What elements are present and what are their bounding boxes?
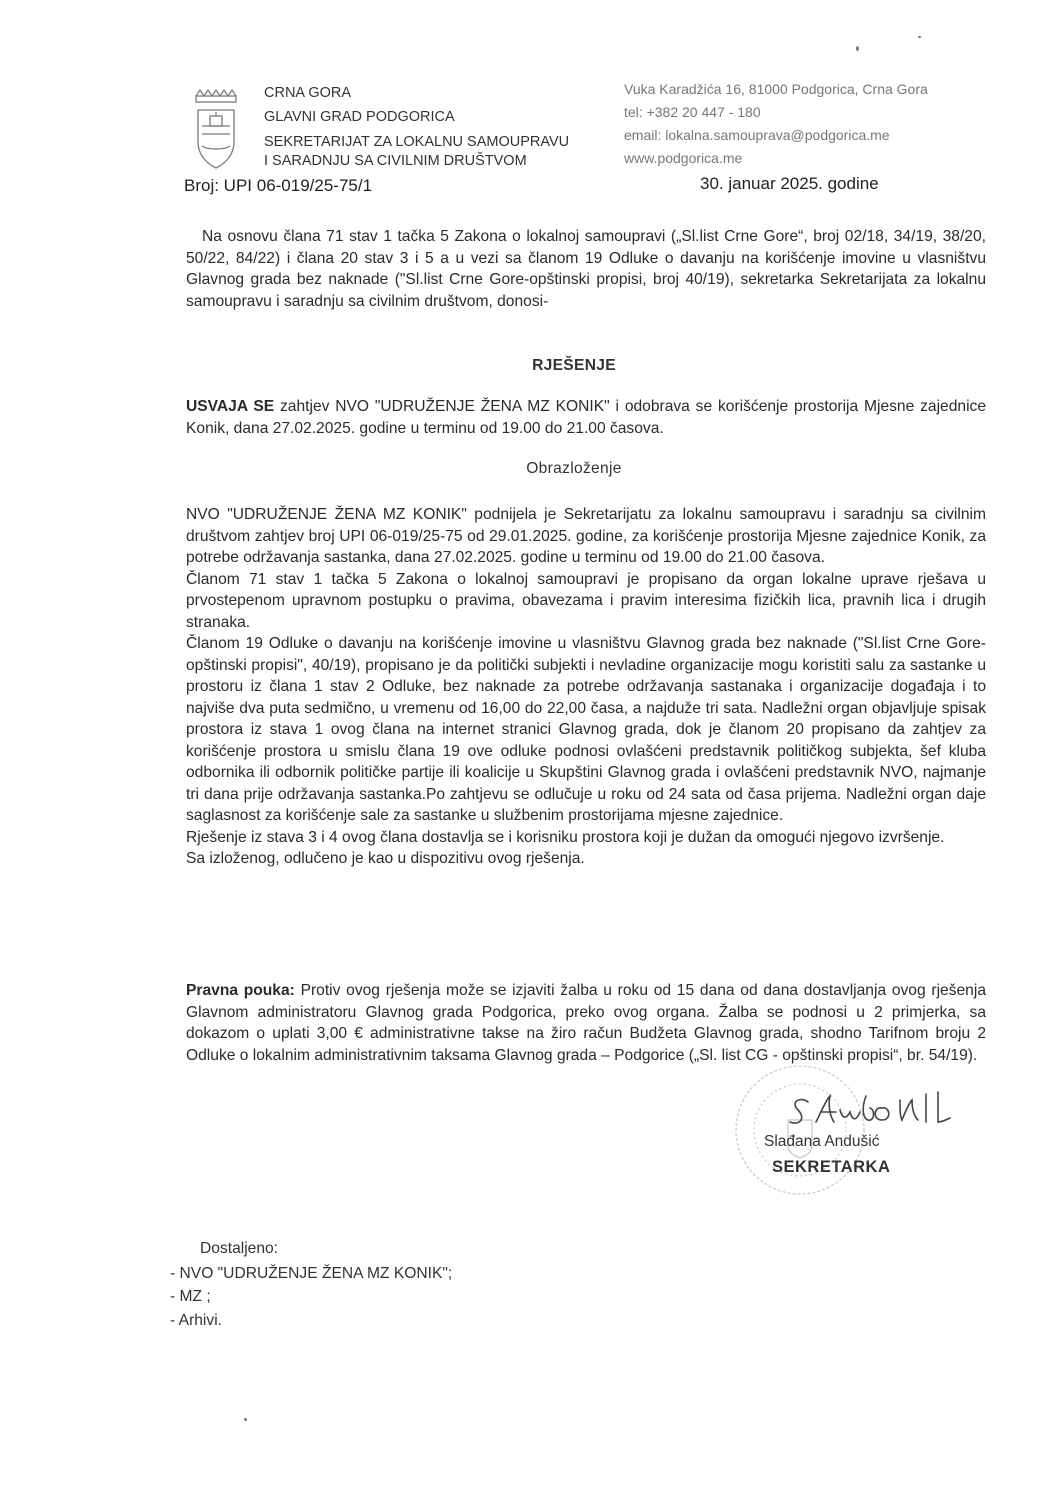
scan-speck [244,1418,247,1421]
city-name: GLAVNI GRAD PODGORICA [264,109,455,125]
decision-title: RJEŠENJE [532,357,616,374]
legal-remedy-text: Protiv ovog rješenja može se izjaviti žalba u roku od 15 dana od dana dostavljanja ovog rješenja Glavnom administratoru Glavnog grada Podgorica, preko ovog organa. Žalba se podnosi u 2 primjerka, sa dokazom o uplati 3,00 € administrativne takse na žiro račun Budžeta Glavnog grada, shodno Tarifnom broju 2 Odluke o lokalnim administrativnim taksama Glavnog grada – Podgorice („Sl. list CG - opštinski propisi“, br. 54/19). [186,982,986,1064]
delivery-item: - NVO "UDRUŽENJE ŽENA MZ KONIK"; [170,1264,453,1282]
decision-text: zahtjev NVO "UDRUŽENJE ŽENA MZ KONIK" i odobrava se korišćenje prostorija Mjesne zajednice Konik, dana 27.02.2025. godine u terminu od 19.00 do 21.00 časova. [186,398,986,437]
department-line-1: SEKRETARIJAT ZA LOKALNU SAMOUPRAVU [264,134,570,150]
reasoning-paragraph: Sa izloženog, odlučeno je kao u dispozitivu ovog rješenja. [186,850,585,867]
contact-web: www.podgorica.me [624,150,743,166]
intro-paragraph: Na osnovu člana 71 stav 1 tačka 5 Zakona o lokalnoj samoupravi („Sl.list Crne Gore“, broj 02/18, 34/19, 38/20, 50/22, 84/22) i člana 20 stav 3 i 5 a u vezi sa članom 19 Odluke o davanju na korišćenje imovine u vlasništvu Glavnog grada bez naknade ("Sl.list Crne Gore-opštinski propisi, broj 40/19), sekretarka Sekretarijata za lokalnu samoupravu i saradnju sa civilnim društvom, donosi- [186,228,986,310]
handwritten-signature-icon [786,1086,956,1136]
reasoning-paragraph: Rješenje iz stava 3 i 4 ovog člana dostavlja se i korisniku prostora koji je dužan da omogući njegovo izvršenje. [186,828,945,846]
scan-speck [918,36,921,38]
delivery-item: - MZ ; [170,1288,211,1305]
organization-block [264,84,604,171]
delivery-item: - Arhivi. [170,1311,222,1329]
country-name: CRNA GORA [264,85,352,101]
decision-paragraph [186,396,986,439]
decision-lead: USVAJA SE [186,398,275,415]
reference-number: Broj: UPI 06-019/25-75/1 [184,176,373,195]
signer-title: SEKRETARKA [772,1158,891,1176]
delivery-label: Dostaljeno: [200,1240,279,1257]
delivery-list [170,1237,452,1332]
legal-remedy-paragraph [186,980,986,1066]
reasoning-section [186,504,986,870]
contact-address: Vuka Karadžića 16, 81000 Podgorica, Crna Gora [624,81,928,97]
scan-speck [856,46,859,51]
signer-block [764,1130,890,1179]
reasoning-title: Obrazloženje [526,460,622,477]
legal-remedy-lead: Pravna pouka: [186,982,295,999]
contact-phone: tel: +382 20 447 - 180 [624,104,761,120]
document-date: 30. januar 2025. godine [700,174,879,193]
contact-email: email: lokalna.samouprava@podgorica.me [624,127,890,143]
coat-of-arms-icon [188,86,244,176]
reasoning-paragraph: Članom 71 stav 1 tačka 5 Zakona o lokalnoj samoupravi je propisano da organ lokalne uprave rješava u prvostepenom upravnom postupku o pravima, obavezama i pravim interesima fizičkih lica, pravnih lica i drugih stranaka. [186,570,986,631]
signer-name: Slađana Andušić [764,1133,880,1150]
department-line-2: I SARADNJU SA CIVILNIM DRUŠTVOM [264,153,527,169]
contact-block [624,78,984,170]
reasoning-paragraph: NVO "UDRUŽENJE ŽENA MZ KONIK" podnijela je Sekretarijatu za lokalnu samoupravu i saradnju sa civilnim društvom zahtjev broj UPI 06-019/25-75 od 29.01.2025. godine, za korišćenje prostorija Mjesne zajednice Konik, za potrebe održavanja sastanka, dana 27.02.2025. godine u terminu od 19.00 do 21.00 časova. [186,506,986,566]
reasoning-paragraph: Članom 19 Odluke o davanju na korišćenje imovine u vlasništvu Glavnog grada bez naknade ("Sl.list Crne Gore-opštinski propisi", 40/19), propisano je da politički subjekti i nevladine organizacije mogu koristiti salu za sastanke u prostoru iz člana 1 stav 2 Odluke, bez naknade za potrebe održavanja sastanaka i organizacije događaja i to najviše dva puta sedmično, u vremenu od 16,00 do 22,00 časa, a najduže tri sata. Nadležni organ objavljuje spisak prostora iz stava 1 ovog člana na internet stranici Glavnog grada, dok je članom 20 propisano da zahtjev za korišćenje prostora u smislu člana 19 ove odluke podnosi ovlašćeni predstavnik političkog subjekta, šef kluba odbornika ili odbornik političke partije ili koalicije u Skupštini Glavnog grada i ovlašćeni predstavnik NVO, najmanje tri dana prije održavanja sastanka.Po zahtjevu se odlučuje u roku od 24 sata od časa prijema. Nadležni organ daje saglasnost za korišćenje sale za sastanke u službenim prostorijama mjesne zajednice. [186,635,986,824]
